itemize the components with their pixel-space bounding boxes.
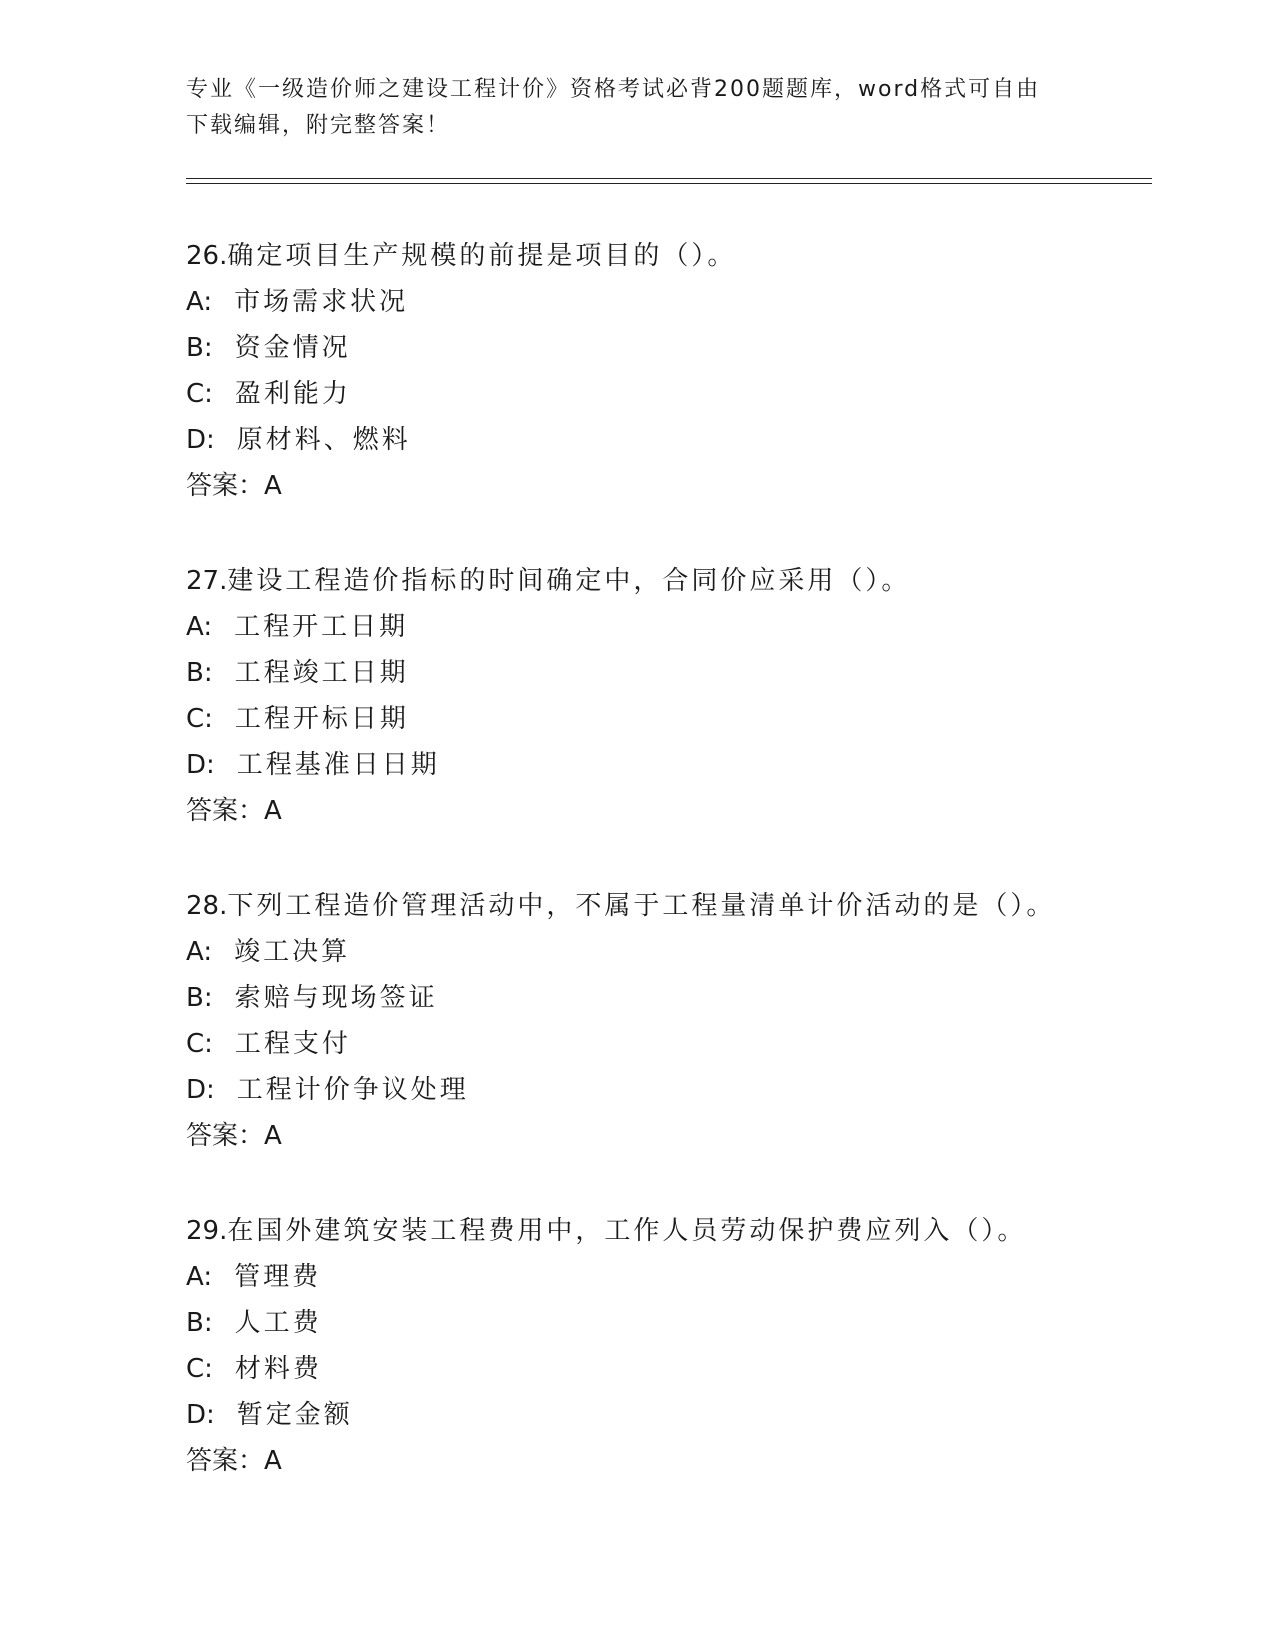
question-29 bbox=[186, 1208, 1146, 1484]
option-b bbox=[186, 1300, 1146, 1346]
option-c bbox=[186, 1021, 1146, 1067]
option-text: 工程开工日期 bbox=[234, 612, 409, 642]
option-a bbox=[186, 604, 1146, 650]
answer-label: 答案： bbox=[186, 1446, 265, 1476]
option-letter: A: bbox=[186, 937, 213, 967]
option-letter: D: bbox=[186, 750, 215, 780]
answer-line bbox=[186, 1438, 1146, 1484]
option-b bbox=[186, 325, 1146, 371]
question-stem bbox=[186, 1208, 1146, 1254]
option-text: 市场需求状况 bbox=[234, 287, 409, 317]
option-text: 索赔与现场签证 bbox=[234, 983, 438, 1013]
option-letter: B: bbox=[186, 333, 213, 363]
option-text: 人工费 bbox=[234, 1308, 322, 1338]
option-text: 工程基准日日期 bbox=[236, 750, 440, 780]
option-text: 工程竣工日期 bbox=[234, 658, 409, 688]
option-text: 材料费 bbox=[234, 1354, 322, 1384]
header-divider-top bbox=[186, 178, 1152, 179]
option-a bbox=[186, 279, 1146, 325]
answer-value: A bbox=[264, 796, 282, 826]
option-text: 竣工决算 bbox=[234, 937, 351, 967]
option-letter: C: bbox=[186, 704, 213, 734]
option-d bbox=[186, 742, 1146, 788]
question-number: 26. bbox=[186, 241, 228, 271]
answer-label: 答案： bbox=[186, 471, 265, 501]
header-line-2: 下载编辑，附完整答案！ bbox=[186, 113, 451, 138]
option-d bbox=[186, 1392, 1146, 1438]
option-text: 工程支付 bbox=[234, 1029, 351, 1059]
option-text: 暂定金额 bbox=[236, 1400, 353, 1430]
answer-label: 答案： bbox=[186, 1121, 265, 1151]
option-d bbox=[186, 417, 1146, 463]
option-letter: C: bbox=[186, 379, 213, 409]
option-letter: A: bbox=[186, 1262, 213, 1292]
question-26 bbox=[186, 233, 1146, 509]
question-number: 28. bbox=[186, 891, 228, 921]
option-text: 工程计价争议处理 bbox=[236, 1075, 469, 1105]
option-letter: B: bbox=[186, 658, 213, 688]
option-letter: D: bbox=[186, 1075, 215, 1105]
option-text: 原材料、燃料 bbox=[236, 425, 411, 455]
option-d bbox=[186, 1067, 1146, 1113]
option-letter: A: bbox=[186, 287, 213, 317]
question-text: 建设工程造价指标的时间确定中，合同价应采用（）。 bbox=[227, 566, 911, 596]
option-letter: C: bbox=[186, 1354, 213, 1384]
question-list bbox=[186, 233, 1146, 1533]
question-number: 27. bbox=[186, 566, 228, 596]
option-a bbox=[186, 1254, 1146, 1300]
answer-label: 答案： bbox=[186, 796, 265, 826]
answer-line bbox=[186, 788, 1146, 834]
question-number: 29. bbox=[186, 1216, 228, 1246]
option-letter: C: bbox=[186, 1029, 213, 1059]
question-text: 下列工程造价管理活动中，不属于工程量清单计价活动的是（）。 bbox=[227, 891, 1056, 921]
answer-value: A bbox=[264, 1446, 282, 1476]
option-b bbox=[186, 975, 1146, 1021]
option-text: 盈利能力 bbox=[234, 379, 351, 409]
header-divider-bottom bbox=[186, 183, 1152, 184]
option-letter: A: bbox=[186, 612, 213, 642]
answer-value: A bbox=[264, 471, 282, 501]
option-a bbox=[186, 929, 1146, 975]
option-c bbox=[186, 1346, 1146, 1392]
option-text: 工程开标日期 bbox=[234, 704, 409, 734]
document-header bbox=[186, 72, 1086, 144]
option-letter: D: bbox=[186, 1400, 215, 1430]
question-stem bbox=[186, 558, 1146, 604]
question-text: 确定项目生产规模的前提是项目的（）。 bbox=[227, 241, 737, 271]
answer-line bbox=[186, 1113, 1146, 1159]
option-letter: B: bbox=[186, 983, 213, 1013]
option-c bbox=[186, 696, 1146, 742]
answer-value: A bbox=[264, 1121, 282, 1151]
question-28 bbox=[186, 883, 1146, 1159]
option-b bbox=[186, 650, 1146, 696]
option-letter: D: bbox=[186, 425, 215, 455]
answer-line bbox=[186, 463, 1146, 509]
option-text: 管理费 bbox=[234, 1262, 322, 1292]
header-line-1: 专业《一级造价师之建设工程计价》资格考试必背200题题库，word格式可自由 bbox=[186, 77, 1041, 102]
question-27 bbox=[186, 558, 1146, 834]
option-text: 资金情况 bbox=[234, 333, 351, 363]
question-stem bbox=[186, 883, 1146, 929]
option-letter: B: bbox=[186, 1308, 213, 1338]
question-text: 在国外建筑安装工程费用中，工作人员劳动保护费应列入（）。 bbox=[227, 1216, 1027, 1246]
option-c bbox=[186, 371, 1146, 417]
question-stem bbox=[186, 233, 1146, 279]
